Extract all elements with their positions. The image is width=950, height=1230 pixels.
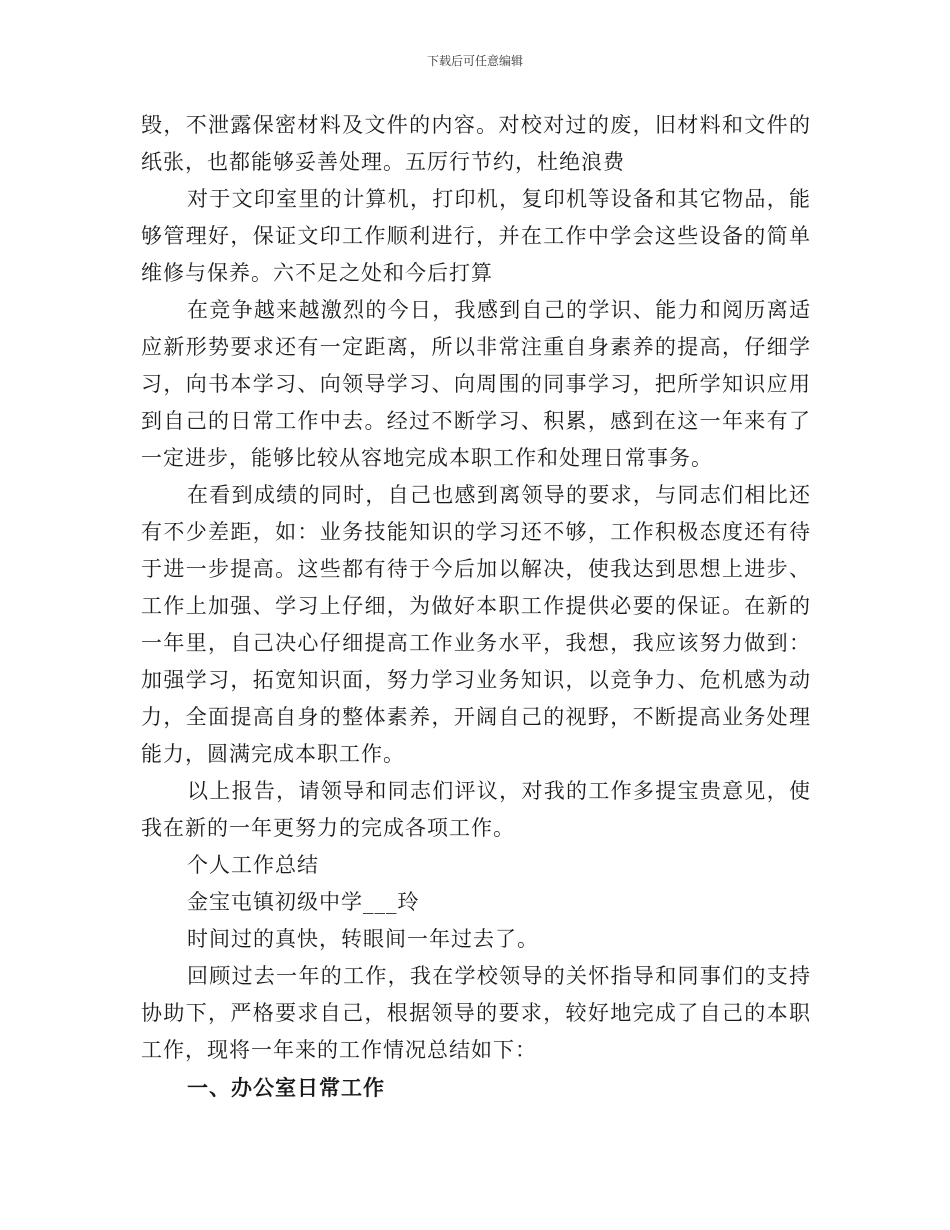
page-header: 下载后可任意编辑 — [426, 54, 523, 68]
author-line: 金宝屯镇初级中学___玲 — [187, 890, 420, 914]
paragraph-3: 在竞争越来越激烈的今日，我感到自己的学识、能力和阅历离适应新形势要求还有一定距离，所以非常注重自身素养的提高，仔细学习，向书本学习、向领导学习、向周围的同事学习，把所学知识应用到自己的日常工作中去。经过不断学习、积累，感到在这一年来有了一定进步，能够比较从容地完成本职工作和处理日常事务。 — [141, 298, 811, 470]
section-title: 个人工作总结 — [187, 853, 319, 877]
paragraph-4: 在看到成绩的同时，自己也感到离领导的要求，与同志们相比还有不少差距，如：业务技能知识的学习还不够，工作积极态度还有待于进一步提高。这些都有待于今后加以解决，使我达到思想上进步、工作上加强、学习上仔细，为做好本职工作提供必要的保证。在新的一年里，自己决心仔细提高工作业务水平，我想，我应该努力做到：加强学习，拓宽知识面，努力学习业务知识，以竞争力、危机感为动力，全面提高自身的整体素养，开阔自己的视野，不断提高业务处理能力，圆满完成本职工作。 — [141, 483, 811, 766]
paragraph-1: 毁，不泄露保密材料及文件的内容。对校对过的废，旧材料和文件的纸张，也都能够妥善处理。五厉行节约，杜绝浪费 — [141, 113, 811, 174]
paragraph-5: 以上报告，请领导和同志们评议，对我的工作多提宝贵意见，使我在新的一年更努力的完成各项工作。 — [141, 779, 811, 840]
paragraph-2: 对于文印室里的计算机，打印机，复印机等设备和其它物品，能够管理好，保证文印工作顺利进行，并在工作中学会这些设备的简单维修与保养。六不足之处和今后打算 — [141, 187, 811, 285]
paragraph-9: 回顾过去一年的工作，我在学校领导的关怀指导和同事们的支持协助下，严格要求自己，根据领导的要求，较好地完成了自己的本职工作，现将一年来的工作情况总结如下： — [141, 964, 811, 1062]
section-heading: 一、办公室日常工作 — [187, 1075, 385, 1100]
paragraph-8: 时间过的真快，转眼间一年过去了。 — [187, 927, 539, 951]
document-body — [141, 107, 811, 1106]
